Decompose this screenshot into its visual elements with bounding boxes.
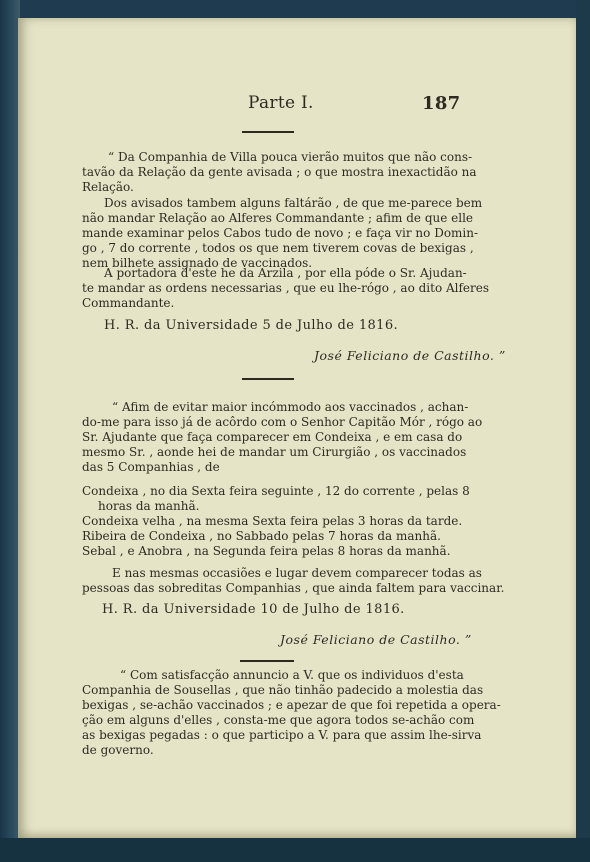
text-line: Commandante. xyxy=(82,296,175,310)
text-line: das 5 Companhias , de xyxy=(82,460,220,474)
header-rule xyxy=(242,131,294,133)
text-line: E nas mesmas occasiões e lugar devem comparecer todas as xyxy=(112,566,482,580)
schedule-line: Condeixa , no dia Sexta feira seguinte , 12 do corrente , pelas 8 xyxy=(82,484,470,498)
running-title: Parte I. xyxy=(248,93,314,113)
section-rule xyxy=(242,378,294,380)
text-line: Companhia de Sousellas , que não tinhão padecido a molestia das xyxy=(82,683,484,697)
letter-2-signature: José Feliciano de Castilho. ” xyxy=(280,632,472,647)
text-line: go , 7 do corrente , todos os que nem tiverem covas de bexigas , xyxy=(82,241,474,255)
scan-background-bottom xyxy=(0,838,590,862)
letter-2-schedule xyxy=(82,484,470,559)
schedule-line: horas da manhã. xyxy=(98,499,200,513)
letter-1-signature: José Feliciano de Castilho. ” xyxy=(314,348,506,363)
schedule-line: Sebal , e Anobra , na Segunda feira pelas 8 horas da manhã. xyxy=(82,544,451,558)
section-rule xyxy=(240,660,294,662)
scan-background-left xyxy=(0,0,20,862)
text-line: bexigas , se-achão vaccinados ; e apezar de que foi repetida a opera- xyxy=(82,698,501,712)
letter-1-paragraph-3 xyxy=(82,266,490,311)
letter-1-date: H. R. da Universidade 5 de Julho de 1816. xyxy=(104,318,399,333)
text-line: ção em alguns d'elles , consta-me que agora todos se-achão com xyxy=(82,713,475,727)
text-line: “ Afim de evitar maior incómmodo aos vaccinados , achan- xyxy=(112,400,469,414)
text-line: do-me para isso já de acôrdo com o Senhor Capitão Mór , rógo ao xyxy=(82,415,483,429)
text-line: pessoas das sobreditas Companhias , que ainda faltem para vaccinar. xyxy=(82,581,505,595)
text-line: A portadora d'este he da Arzila , por ella póde o Sr. Ajudan- xyxy=(104,266,467,280)
text-line: as bexigas pegadas : o que participo a V. para que assim lhe-sirva xyxy=(82,728,482,742)
schedule-line: Ribeira de Condeixa , no Sabbado pelas 7 horas da manhã. xyxy=(82,529,441,543)
text-line: de governo. xyxy=(82,743,154,757)
text-line: tavão da Relação da gente avisada ; o que mostra inexactidão na xyxy=(82,165,477,179)
text-line: Dos avisados tambem alguns faltárão , de que me-parece bem xyxy=(104,196,483,210)
text-line: “ Da Companhia de Villa pouca vierão muitos que não cons- xyxy=(108,150,473,164)
letter-3-paragraph xyxy=(82,668,501,758)
schedule-line: Condeixa velha , na mesma Sexta feira pelas 3 horas da tarde. xyxy=(82,514,463,528)
page-number: 187 xyxy=(422,93,461,114)
text-line: “ Com satisfacção annuncio a V. que os individuos d'esta xyxy=(120,668,464,682)
text-line: nem bilhete assignado de vaccinados. xyxy=(82,256,313,270)
text-line: Sr. Ajudante que faça comparecer em Condeixa , e em casa do xyxy=(82,430,463,444)
scan-background-right xyxy=(576,0,590,862)
text-line: mesmo Sr. , aonde hei de mandar um Cirurgião , os vaccinados xyxy=(82,445,467,459)
text-line: não mandar Relação ao Alferes Commandante ; afim de que elle xyxy=(82,211,474,225)
letter-2-closing xyxy=(82,566,505,596)
letter-1-paragraph-1 xyxy=(82,150,477,195)
text-line: te mandar as ordens necessarias , que eu lhe-rógo , ao dito Alferes xyxy=(82,281,490,295)
text-line: mande examinar pelos Cabos tudo de novo ; e faça vir no Domin- xyxy=(82,226,479,240)
letter-1-paragraph-2 xyxy=(82,196,483,271)
letter-2-intro xyxy=(82,400,483,475)
letter-2-date: H. R. da Universidade 10 de Julho de 1816. xyxy=(102,602,405,617)
text-line: Relação. xyxy=(82,180,134,194)
